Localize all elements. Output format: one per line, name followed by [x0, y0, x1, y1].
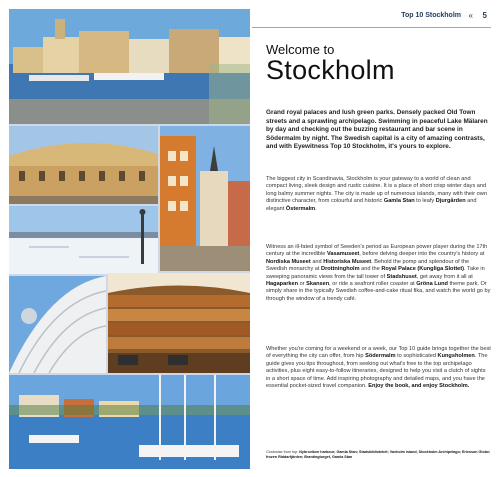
text-run: The biggest city in Scandinavia, Stockholm is your gateway to a world of clean and compact living, sleek design and rustic cuisine. It is a place of short crisp winter days and long balmy summer nights. The city is made up of numerous islands, many with their own distinctive character, from colourful and historic — [266, 176, 487, 205]
text-run: , or ride a seafront roller coaster at — [329, 281, 417, 288]
bold-term: Vasamuseet — [326, 251, 360, 258]
text-run: to sophisticated — [395, 353, 438, 360]
text-run: . The guide gives you tips throughout, from seeking out what's free to the top archipelago activities, plus eight easy-to-follow itineraries, designed to help you visit a clutch of sights in a short space of time. Add inspiring photography and detailed maps, and you have the essential pocket-sized travel companion. — [266, 353, 488, 390]
bold-term: Nordiska Museet — [266, 258, 311, 265]
text-run: , before delving deeper into the country's history at — [359, 251, 485, 258]
text-run: or — [298, 281, 307, 288]
bold-term: Gamla Stan — [383, 198, 415, 205]
text-run: Witness an ill-fated symbol of Sweden's period as European power player during the 17th century at the incredible — [266, 244, 488, 258]
section-title: Top 10 Stockholm — [401, 12, 461, 19]
text-run: Clockwise from top: — [266, 450, 300, 454]
text-run: and — [310, 258, 324, 265]
photo-ericsson-globe — [9, 276, 106, 373]
text-run: . — [315, 205, 317, 212]
text-run: Whether you're coming for a weekend or a week, our Top 10 guide brings together the best of everything the city can offer, from hip — [266, 346, 491, 360]
body-paragraph-1 — [266, 176, 491, 213]
text-run: and elegant — [266, 198, 477, 212]
heading-welcome: Welcome to — [266, 42, 335, 57]
bold-term: Nybroviken harbour; Gamla Stan; Stadsbiblioteket; Vaxholm island, Stockholm Archipelago; Ericsson Globe; frozen Riddarfjärden; Brantingtorget, Gamla Stan — [266, 450, 491, 459]
page-number: 5 — [482, 11, 487, 20]
photo-caption — [266, 450, 494, 460]
bold-term: Djurgården — [435, 198, 466, 205]
photo-collage — [9, 9, 250, 469]
bold-term: Drottningholm — [321, 266, 360, 273]
bold-term: Östermalm — [285, 205, 316, 212]
body-paragraph-2 — [266, 244, 491, 303]
body-paragraph-3 — [266, 346, 491, 390]
chevron-left-icon: « — [468, 11, 473, 20]
photo-nybroviken-harbour — [9, 9, 250, 124]
text-run: theme park. Or simply share in the typically Swedish coffee-and-cake ritual fika, and watch the world go by through the window of a trendy café. — [266, 281, 491, 302]
bold-term: Södermalm — [365, 353, 396, 360]
intro-paragraph: Grand royal palaces and lush green parks. Densely packed Old Town streets and a sprawling archipelago. Swimming in peaceful Lake Mälaren by day and checking out the buzzing restaurant and bar scene in Södermalm by night. The Swedish capital is a city of amazing contrasts, and with Eyewitness Top 10 Stockholm, it's yours to explore. — [266, 109, 488, 151]
photo-vaxholm-island — [9, 375, 250, 469]
text-run: and the — [359, 266, 382, 273]
bold-term: Kungsholmen — [437, 353, 475, 360]
text-column — [266, 9, 491, 469]
bold-term: Skansen — [306, 281, 330, 288]
photo-gamla-stan — [9, 126, 158, 204]
bold-term: Royal Palace (Kungliga Slottet) — [381, 266, 465, 273]
bold-term: Stadshuset — [386, 273, 417, 280]
text-run: . Take in sweeping panoramic views from the tall tower of — [266, 266, 485, 280]
text-run: . Behold the pomp and splendour of the Swedish monarchy at — [266, 258, 470, 273]
text-run: , get away from it all at — [416, 273, 473, 280]
bold-term: Hagaparken — [266, 281, 299, 288]
bold-term: Historiska Museet — [323, 258, 372, 265]
heading-city: Stockholm — [266, 55, 395, 85]
bold-term: Enjoy the book, and enjoy Stockholm. — [368, 383, 470, 390]
photo-stadsbiblioteket — [108, 273, 250, 373]
text-run: to leafy — [414, 198, 436, 205]
bold-term: Gröna Lund — [416, 281, 448, 288]
photo-frozen-riddarfjarden — [9, 206, 158, 274]
photo-brantingtorget — [160, 126, 250, 271]
